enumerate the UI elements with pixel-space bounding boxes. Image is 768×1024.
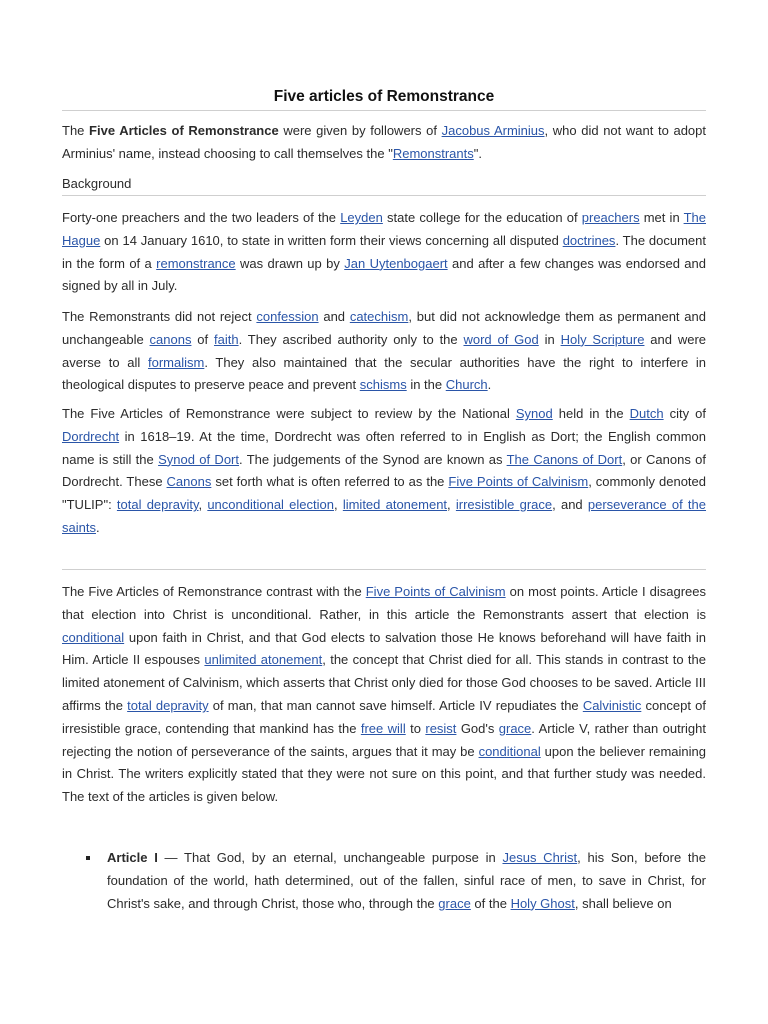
paragraph-text: city of — [663, 406, 706, 421]
link-confession[interactable]: confession — [256, 309, 319, 324]
paragraph-text: The Five Articles of Remonstrance contrast with the — [62, 584, 366, 599]
paragraph-text: , and — [552, 497, 588, 513]
link-canons[interactable]: canons — [149, 331, 192, 347]
article-text: , his Son, before the foundation of the world, hath determined, out of the fallen, sinful race of men, to save in Christ, for Christ's sake, and through Christ, those who, through the — [107, 850, 706, 911]
section-heading-background: Background — [62, 176, 132, 191]
link-synod-of-dort[interactable]: Synod of Dort — [158, 451, 239, 467]
paragraph-text: . The document in the form of a — [62, 232, 706, 271]
article-text: , shall believe on — [574, 895, 672, 911]
section-divider — [62, 569, 706, 570]
article-label: Article I — [107, 850, 158, 865]
paragraph-text: . Article V, rather than outright rejecting the notion of perseverance of the saints, argues that it may be — [62, 720, 706, 759]
link-holy-ghost[interactable]: Holy Ghost — [510, 895, 575, 911]
list-item-article-1 — [88, 847, 706, 915]
link-remonstrance[interactable]: remonstrance — [156, 255, 236, 271]
link-conditional[interactable]: conditional — [62, 629, 125, 645]
paragraph-text: in — [538, 331, 561, 347]
intro-bold-term: Five Articles of Remonstrance — [89, 123, 279, 138]
link-remonstrants[interactable]: Remonstrants — [392, 145, 474, 161]
paragraph-text: in the — [406, 377, 446, 393]
link-jan-uytenbogaert[interactable]: Jan Uytenbogaert — [344, 255, 448, 271]
article-text: of the — [470, 895, 511, 911]
paragraph-text: of — [191, 331, 214, 347]
link-unlimited-atonement[interactable]: unlimited atonement — [204, 652, 323, 668]
link-unconditional-election[interactable]: unconditional election — [207, 497, 334, 513]
link-formalism[interactable]: formalism — [147, 354, 205, 370]
paragraph-2 — [62, 306, 706, 397]
paragraph-text: and were averse to all — [62, 331, 706, 370]
paragraph-text: in 1618–19. At the time, Dordrecht was often referred to in English as Dort; the English common name is still the — [62, 428, 706, 467]
link-catechism[interactable]: catechism — [349, 309, 409, 324]
link-preachers[interactable]: preachers — [581, 210, 640, 225]
link-total-depravity[interactable]: total depravity — [116, 497, 199, 513]
link-five-points-of-calvinism[interactable]: Five Points of Calvinism — [365, 584, 506, 599]
paragraph-text: , — [333, 497, 343, 513]
link-dordrecht[interactable]: Dordrecht — [62, 428, 120, 444]
paragraph-text: . The judgements of the Synod are known as — [239, 451, 507, 467]
intro-paragraph — [62, 120, 706, 166]
heading-divider — [62, 195, 706, 196]
paragraph-1 — [62, 207, 706, 298]
link-leyden[interactable]: Leyden — [340, 210, 383, 225]
paragraph-text: on 14 January 1610, to state in written form their views concerning all disputed — [100, 232, 563, 248]
intro-text: The — [62, 123, 90, 138]
link-schisms[interactable]: schisms — [359, 377, 407, 393]
paragraph-text: and after a few changes was endorsed and signed by all in July. — [62, 255, 706, 294]
paragraph-text: , — [447, 497, 456, 513]
intro-text: , who did not want to adopt Arminius' name, instead choosing to call themselves the " — [62, 123, 706, 161]
paragraph-text: upon the believer remaining in Christ. The writers explicitly stated that they were not sure on this point, and that further study was needed. The text of the articles is given below. — [62, 743, 706, 805]
paragraph-text: , but did not acknowledge them as permanent and unchangeable — [62, 309, 706, 347]
link-total-depravity[interactable]: total depravity — [127, 697, 209, 713]
link-holy-scripture[interactable]: Holy Scripture — [560, 331, 645, 347]
link-jesus-christ[interactable]: Jesus Christ — [502, 850, 578, 865]
paragraph-text: . They also maintained that the secular authorities have the right to interfere in theological disputes to preserve peace and prevent — [62, 354, 707, 393]
link-grace[interactable]: grace — [498, 720, 532, 736]
paragraph-text: . — [95, 519, 100, 535]
link-synod[interactable]: Synod — [515, 406, 553, 421]
link-limited-atonement[interactable]: limited atonement — [342, 497, 448, 513]
paragraph-text: was drawn up by — [235, 255, 345, 271]
link-free-will[interactable]: free will — [360, 720, 406, 736]
paragraph-text: held in the — [552, 406, 630, 421]
intro-text: were given by followers of — [278, 123, 442, 138]
link-irresistible-grace[interactable]: irresistible grace — [455, 497, 553, 513]
paragraph-4 — [62, 581, 706, 809]
paragraph-text: , — [198, 497, 208, 513]
paragraph-text: God's — [456, 720, 499, 736]
paragraph-3 — [62, 403, 706, 540]
link-jacobus-arminius[interactable]: Jacobus Arminius — [441, 123, 545, 138]
link-word-of-god[interactable]: word of God — [463, 331, 539, 347]
link-canons[interactable]: Canons — [166, 474, 212, 490]
link-grace[interactable]: grace — [438, 895, 471, 911]
link-conditional[interactable]: conditional — [478, 743, 541, 759]
link-faith[interactable]: faith — [213, 331, 239, 347]
paragraph-text: of man, that man cannot save himself. Article IV repudiates the — [208, 697, 583, 713]
link-the-hague[interactable]: The Hague — [62, 210, 706, 248]
paragraph-text: , commonly denoted "TULIP": — [62, 474, 706, 513]
paragraph-text: upon faith in Christ, and that God elects to salvation those He knows beforehand will have faith in Him. Article II espouses — [62, 629, 706, 668]
link-calvinistic[interactable]: Calvinistic — [582, 697, 642, 713]
article-text: — That God, by an eternal, unchangeable purpose in — [157, 850, 503, 865]
paragraph-text: The Remonstrants did not reject — [62, 309, 257, 324]
paragraph-text: The Five Articles of Remonstrance were subject to review by the National — [62, 406, 516, 421]
paragraph-text: , the concept that Christ died for all. This stands in contrast to the limited atonement of Calvinism, which asserts that Christ only died for those God chooses to be saved. Article III affirms the — [62, 652, 706, 713]
link-perseverance-of-the-saints[interactable]: perseverance of the saints — [62, 497, 707, 535]
link-resist[interactable]: resist — [425, 720, 457, 736]
link-doctrines[interactable]: doctrines — [562, 232, 616, 248]
paragraph-text: to — [405, 720, 426, 736]
paragraph-text: met in — [639, 210, 684, 225]
link-church[interactable]: Church — [445, 377, 488, 393]
paragraph-text: concept of irresistible grace, contending that mankind has the — [62, 697, 706, 736]
paragraph-text: Forty-one preachers and the two leaders of the — [62, 210, 341, 225]
link-dutch[interactable]: Dutch — [629, 406, 664, 421]
paragraph-text: state college for the education of — [382, 210, 582, 225]
link-five-points-of-calvinism[interactable]: Five Points of Calvinism — [448, 474, 589, 490]
title-divider — [62, 110, 706, 111]
intro-text: ". — [473, 145, 482, 161]
paragraph-text: . — [487, 377, 492, 393]
paragraph-text: set forth what is often referred to as the — [211, 474, 449, 490]
paragraph-text: on most points. Article I disagrees that election into Christ is unconditional. Rather, in this article the Remonstrants assert that election is — [62, 584, 706, 622]
paragraph-text: , or Canons of Dordrecht. These — [62, 451, 707, 490]
paragraph-text: . They ascribed authority only to the — [238, 331, 464, 347]
link-canons-of-dort[interactable]: The Canons of Dort — [506, 451, 623, 467]
paragraph-text: and — [318, 309, 350, 324]
page-title: Five articles of Remonstrance — [273, 88, 495, 105]
